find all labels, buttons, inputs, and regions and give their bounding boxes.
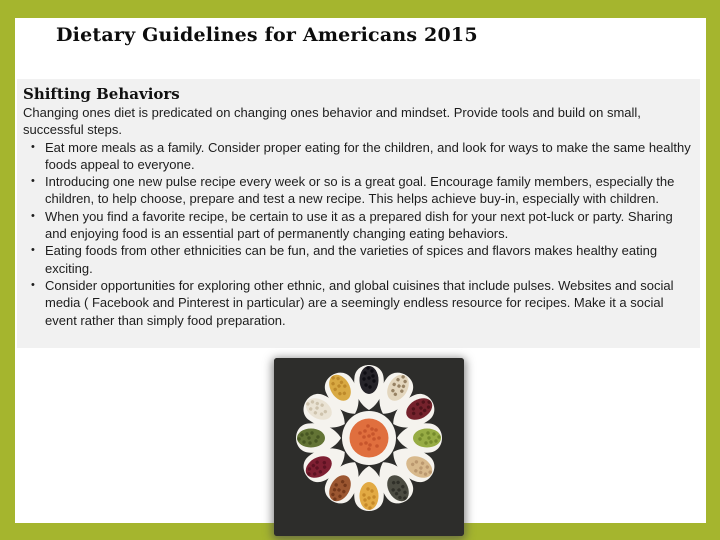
bullet-marker-icon: • xyxy=(31,140,35,153)
bullet-list xyxy=(23,139,692,329)
bullet-text: Consider opportunities for exploring other ethnic, and global cuisines that include pulses. Websites and social media ( Facebook and Pinterest in particular) are a seemingly endless resource for recipes. Make it a social event rather than simply food preparation. xyxy=(45,277,674,328)
center-plate-red-lentils xyxy=(342,411,396,465)
bullet-item xyxy=(23,173,692,208)
bullet-marker-icon: • xyxy=(31,209,35,222)
bullet-item xyxy=(23,139,692,174)
bullet-text: Eating foods from other ethnicities can be fun, and the varieties of spices and flavors makes healthy eating exciting. xyxy=(45,243,658,276)
pulses-flower-photo xyxy=(274,358,464,536)
bullet-item xyxy=(23,277,692,329)
content-box xyxy=(17,79,700,348)
bullet-item xyxy=(23,208,692,243)
bullet-text: Introducing one new pulse recipe every week or so is a great goal. Encourage family members, especially the children, to help choose, prepare and test a new recipe. This helps achieve buy-in, especially with children. xyxy=(45,174,675,207)
pulses-flower-svg xyxy=(274,358,464,536)
bullet-marker-icon: • xyxy=(31,175,35,188)
bullet-text: When you find a favorite recipe, be certain to use it as a prepared dish for your next pot-luck or party. Sharing and enjoying food is an essential part of permanently changing eating behaviors. xyxy=(45,208,673,242)
intro-text: Changing ones diet is predicated on changing ones behavior and mindset. Provide tools and build on small, successful steps. xyxy=(23,105,641,138)
bullet-marker-icon: • xyxy=(31,278,35,291)
bullet-marker-icon: • xyxy=(31,244,35,257)
bullet-text: Eat more meals as a family. Consider proper eating for the children, and look for ways to make the same healthy foods appeal to everyone. xyxy=(45,139,691,172)
slide-title: Dietary Guidelines for Americans 2015 xyxy=(56,24,478,46)
content-heading: Shifting Behaviors xyxy=(23,85,180,103)
bullet-item xyxy=(23,242,692,277)
